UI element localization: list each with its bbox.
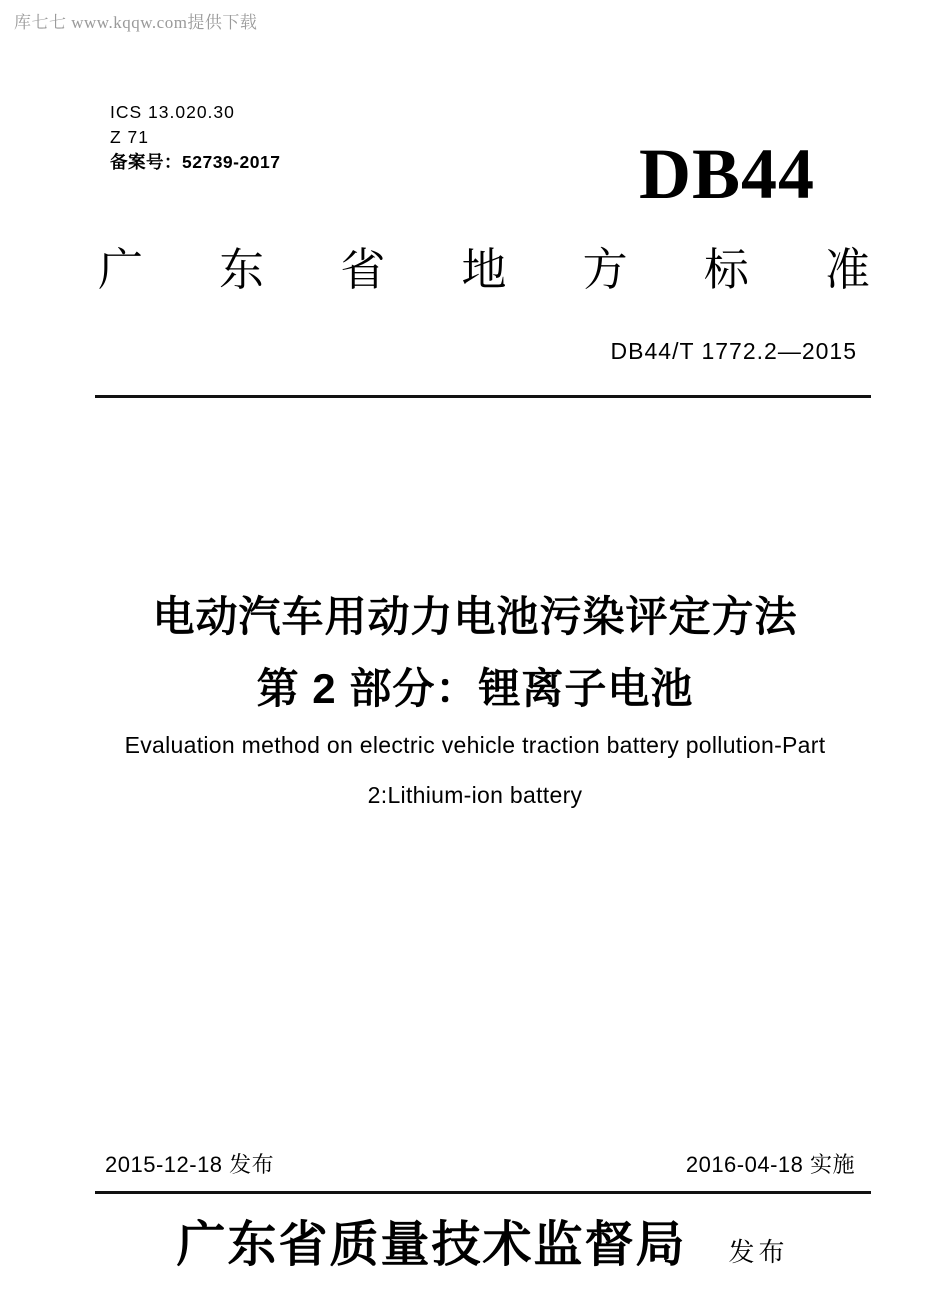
ics-code: ICS 13.020.30	[110, 102, 235, 122]
ics-block	[110, 100, 280, 175]
issue-date: 2015-12-18 发布	[105, 1152, 275, 1177]
classification-code: Z 71	[110, 127, 150, 147]
standard-number: DB44/T 1772.2—2015	[610, 338, 857, 364]
publisher-row	[95, 1206, 870, 1276]
dates-row	[105, 1148, 855, 1179]
db44-logo: DB44	[638, 134, 815, 214]
record-number: 备案号：52739-2017	[110, 152, 281, 172]
footer-divider-line	[95, 1191, 871, 1194]
implementation-date: 2016-04-18 实施	[685, 1152, 855, 1177]
standard-type-title: 广东省地方标准	[98, 244, 870, 295]
publish-label: 发布	[728, 1237, 789, 1267]
document-title-en-line2: 2:Lithium-ion battery	[367, 782, 583, 808]
publisher-name: 广东省质量技术监督局	[176, 1217, 687, 1272]
document-title-en-line1: Evaluation method on electric vehicle traction battery pollution-Part	[124, 732, 826, 758]
watermark-text: 库七七 www.kqqw.com提供下载	[14, 13, 258, 32]
document-title-cn-line1: 电动汽车用动力电池污染评定方法	[152, 593, 798, 640]
document-title-cn-line2: 第 2 部分：锂离子电池	[256, 665, 694, 712]
header-divider-line	[95, 395, 871, 398]
